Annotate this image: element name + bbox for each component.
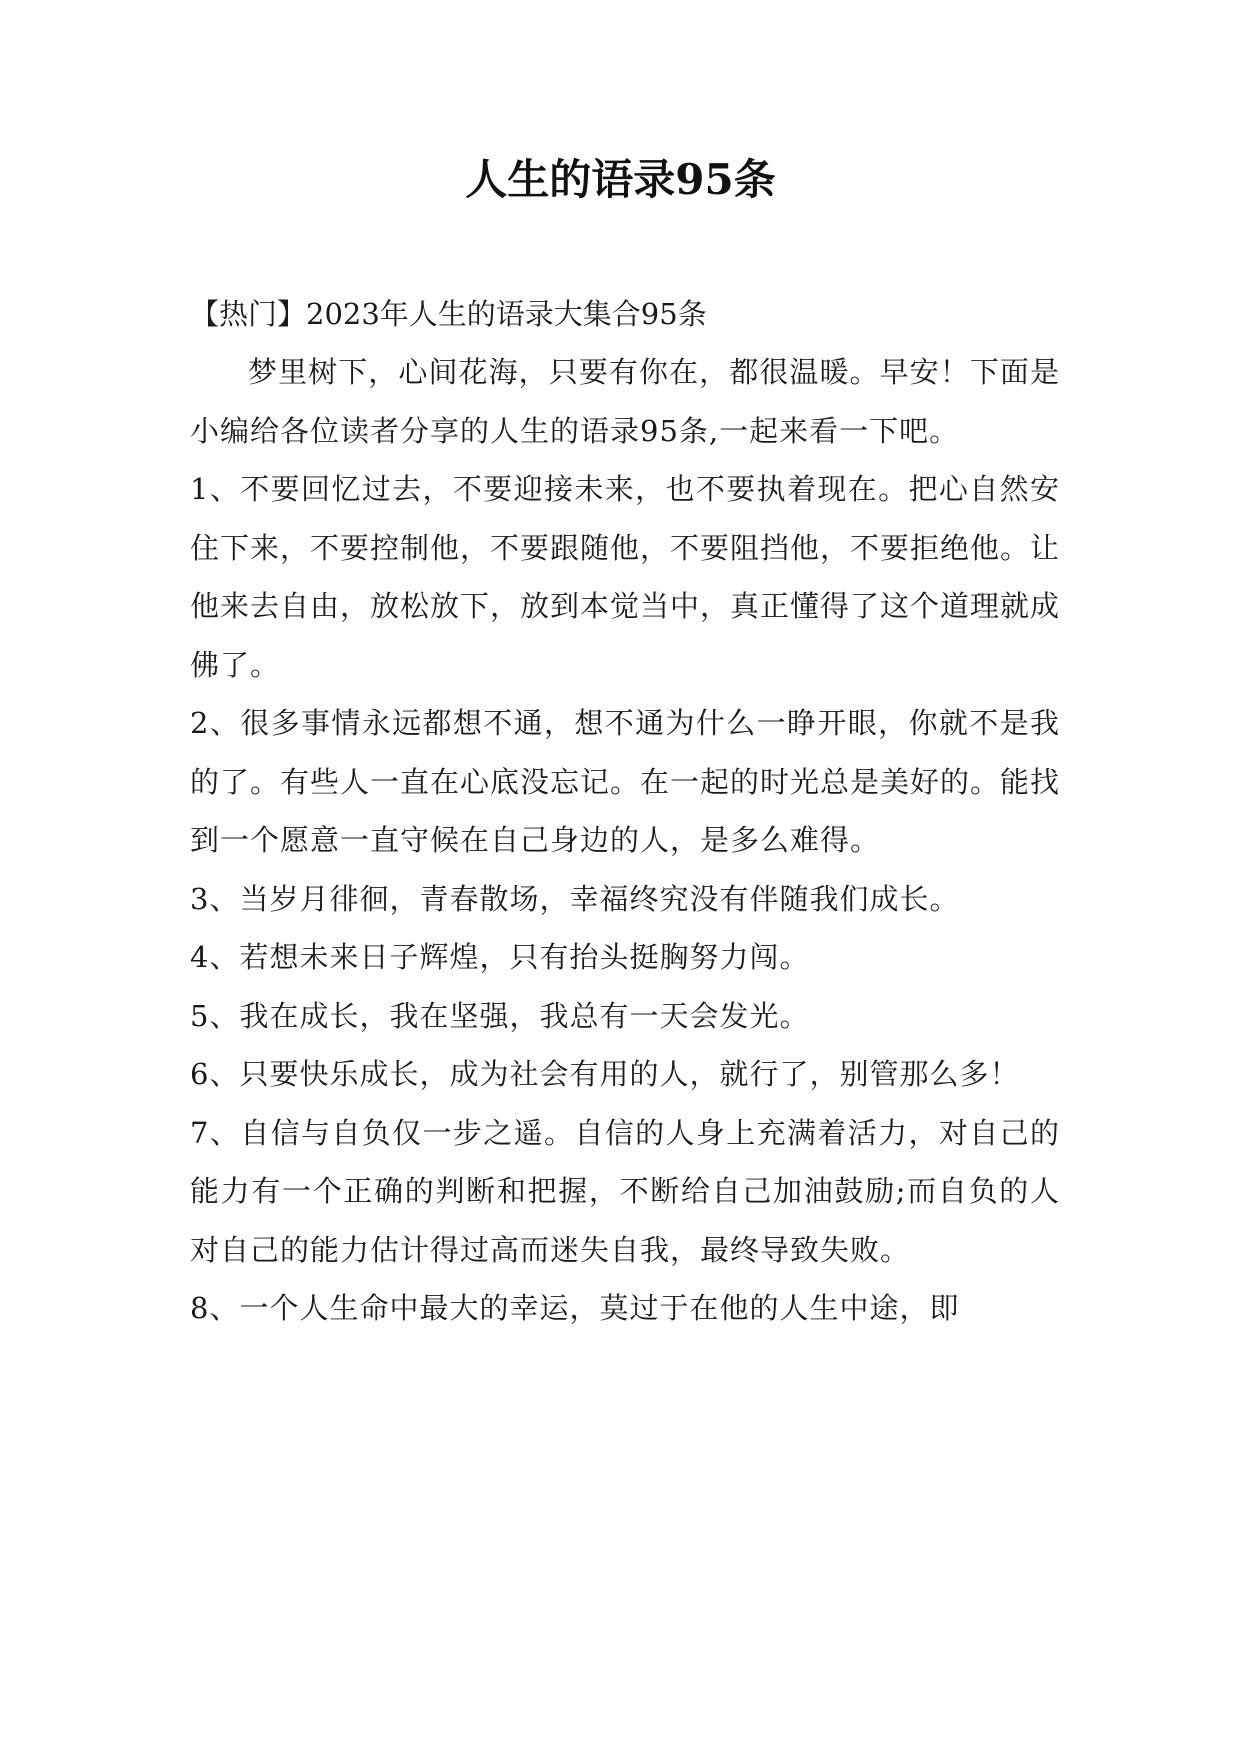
document-subtitle: 【热门】2023年人生的语录大集合95条	[190, 297, 707, 331]
list-item-8: 8、一个人生命中最大的幸运，莫过于在他的人生中途，即	[190, 1291, 960, 1325]
list-item-1: 1、不要回忆过去，不要迎接未来，也不要执着现在。把心自然安住下来，不要控制他，不要跟随他，不要阻挡他，不要拒绝他。让他来去自由，放松放下，放到本觉当中，真正懂得了这个道理就成佛了。	[190, 472, 1061, 682]
list-item-7: 7、自信与自负仅一步之遥。自信的人身上充满着活力，对自己的能力有一个正确的判断和把握，不断给自己加油鼓励;而自负的人对自己的能力估计得过高而迷失自我，最终导致失败。	[190, 1115, 1060, 1267]
list-item-3: 3、当岁月徘徊，青春散场，幸福终究没有伴随我们成长。	[190, 881, 960, 916]
document-body	[190, 285, 1060, 1338]
list-item-6: 6、只要快乐成长，成为社会有用的人，就行了，别管那么多！	[190, 1057, 1020, 1091]
document-title: 人生的语录95条	[465, 155, 776, 204]
list-item-4: 4、若想未来日子辉煌，只有抬头挺胸努力闯。	[190, 940, 810, 974]
list-item-5: 5、我在成长，我在坚强，我总有一天会发光。	[190, 998, 810, 1033]
intro-paragraph: 梦里树下，心间花海，只要有你在，都很温暖。早安！下面是小编给各位读者分享的人生的语录95条,一起来看一下吧。	[190, 355, 1060, 448]
list-item-2: 2、很多事情永远都想不通，想不通为什么一睁开眼，你就不是我的了。有些人一直在心底没忘记。在一起的时光总是美好的。能找到一个愿意一直守候在自己身边的人，是多么难得。	[190, 706, 1061, 857]
